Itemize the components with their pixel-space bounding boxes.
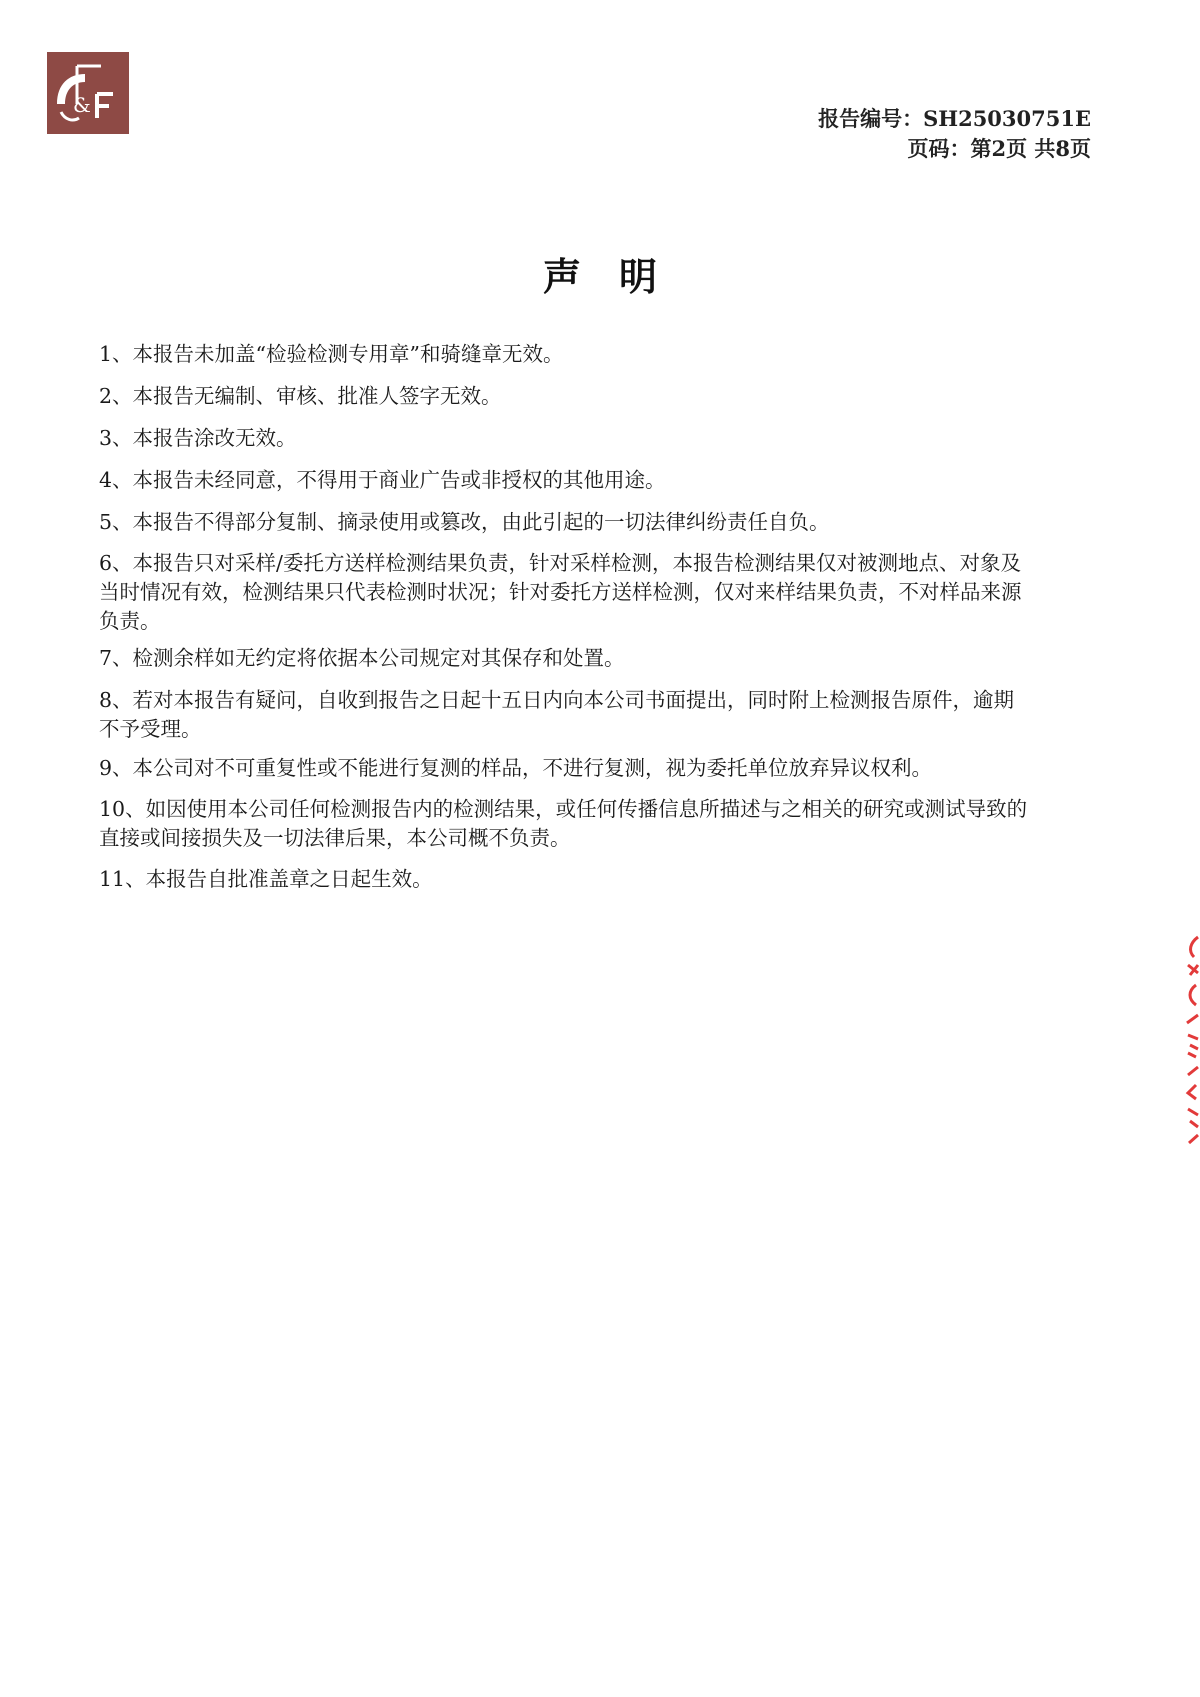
- company-logo-icon: [47, 52, 129, 134]
- page-number-label: 页码：: [907, 136, 971, 161]
- statement-item: 11、本报告自批准盖章之日起生效。: [99, 867, 433, 891]
- statement-item: 9、本公司对不可重复性或不能进行复测的样品，不进行复测，视为委托单位放弃异议权利。: [99, 756, 933, 780]
- statement-item: 7、检测余样如无约定将依据本公司规定对其保存和处置。: [99, 646, 625, 670]
- statement-item: 10、如因使用本公司任何检测报告内的检测结果，或任何传播信息所描述与之相关的研究或测试导致的 直接或间接损失及一切法律后果，本公司概不负责。: [99, 797, 1028, 850]
- partial-seal-icon: [1184, 935, 1200, 1145]
- report-number-value: SH25030751E: [923, 106, 1091, 131]
- statement-item: 5、本报告不得部分复制、摘录使用或篡改，由此引起的一切法律纠纷责任自负。: [99, 510, 830, 534]
- statement-item: 6、本报告只对采样/委托方送样检测结果负责，针对采样检测，本报告检测结果仅对被测地点、对象及 当时情况有效，检测结果只代表检测时状况；针对委托方送样检测，仅对来样结果负责，不对样品来源 负责。: [99, 551, 1022, 633]
- report-number-row: [818, 104, 1091, 134]
- svg-text:&: &: [73, 93, 91, 117]
- page-number-value: 第2页 共8页: [970, 136, 1091, 161]
- statement-item: 3、本报告涂改无效。: [99, 426, 297, 450]
- page-title: 声明: [542, 254, 695, 299]
- statement-list: [99, 340, 1099, 894]
- page-number-row: [818, 134, 1091, 164]
- report-header-info: [818, 104, 1091, 164]
- statement-item: 2、本报告无编制、审核、批准人签字无效。: [99, 384, 502, 408]
- statement-item: 8、若对本报告有疑问，自收到报告之日起十五日内向本公司书面提出，同时附上检测报告原件，逾期 不予受理。: [99, 688, 1015, 741]
- company-logo: [47, 52, 129, 134]
- statement-item: 1、本报告未加盖“检验检测专用章”和骑缝章无效。: [99, 342, 564, 366]
- report-number-label: 报告编号：: [818, 106, 924, 131]
- statement-item: 4、本报告未经同意，不得用于商业广告或非授权的其他用途。: [99, 468, 666, 492]
